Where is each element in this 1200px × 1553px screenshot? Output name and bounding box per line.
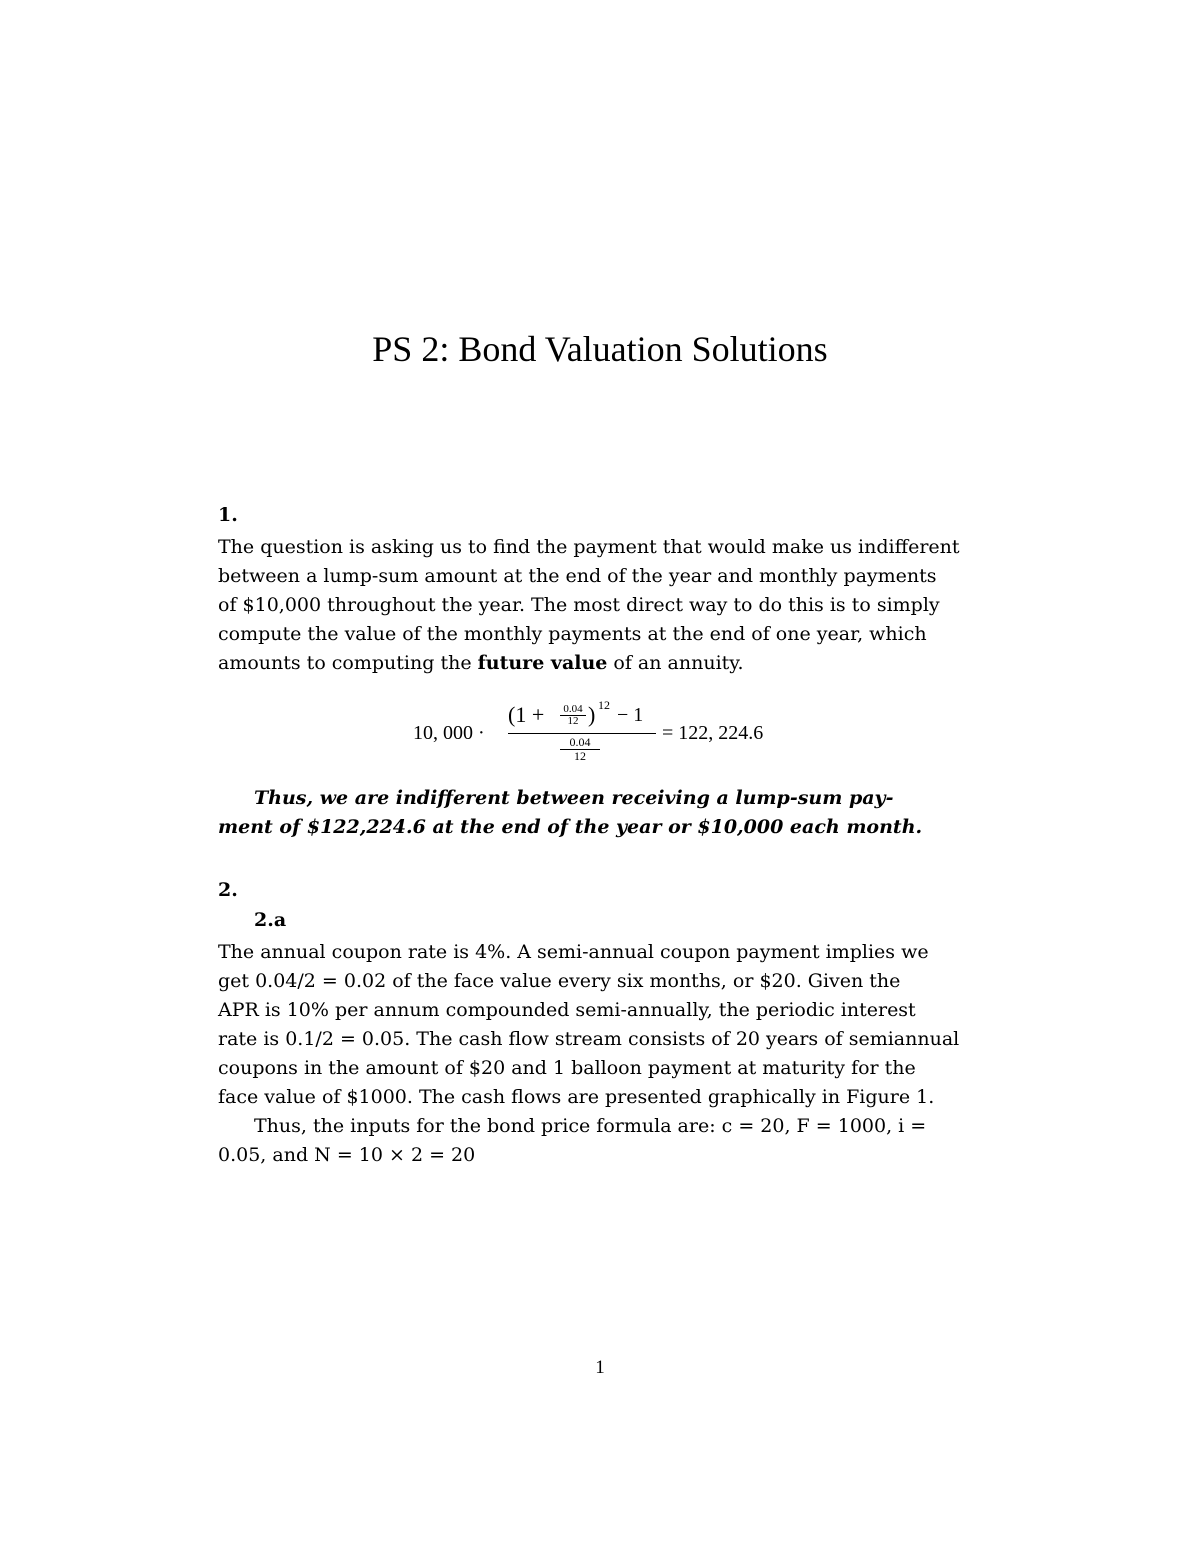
- para-line: compute the value of the monthly payments at the end of one year, which: [218, 623, 927, 645]
- equation-result: = 122, 224.6: [662, 722, 764, 744]
- rate-denominator: 12: [560, 715, 586, 727]
- page-number: 1: [595, 1357, 605, 1378]
- minus-one: − 1: [612, 704, 644, 726]
- equation-left: 10, 000 ·: [413, 722, 485, 744]
- inputs-line: 0.05, and N = 10 × 2 = 20: [218, 1144, 476, 1166]
- fraction-numerator: [508, 700, 656, 730]
- para-line: get 0.04/2 = 0.02 of the face value every six months, or $20. Given the: [218, 970, 901, 992]
- close-paren: ): [588, 702, 596, 727]
- para-line: rate is 0.1/2 = 0.05. The cash flow stream consists of 20 years of semiannual: [218, 1028, 960, 1050]
- future-value-term: future value: [477, 652, 608, 674]
- fraction-denominator: [560, 736, 600, 763]
- den-denominator: 12: [560, 749, 600, 763]
- para-line-last: [218, 649, 980, 678]
- conclusion: [218, 784, 980, 842]
- para-line: coupons in the amount of $20 and 1 balloon payment at maturity for the: [218, 1057, 916, 1079]
- para-line: face value of $1000. The cash flows are presented graphically in Figure 1.: [218, 1086, 935, 1108]
- para-line: APR is 10% per annum compounded semi-annually, the periodic interest: [218, 999, 916, 1021]
- conclusion-line: Thus, we are indifferent between receiving a lump-sum pay-: [254, 787, 894, 809]
- text-run: of an annuity.: [607, 652, 744, 674]
- rate-numerator: 0.04: [563, 703, 583, 715]
- page-title: PS 2: Bond Valuation Solutions: [372, 329, 828, 369]
- annuity-equation: [0, 700, 1200, 770]
- section-2-paragraph: [218, 938, 980, 1170]
- section-1-number: 1.: [218, 504, 238, 526]
- rate-fraction: [560, 704, 586, 727]
- para-line: between a lump-sum amount at the end of the year and monthly payments: [218, 565, 937, 587]
- para-line: The annual coupon rate is 4%. A semi-annual coupon payment implies we: [218, 941, 929, 963]
- para-line: The question is asking us to find the payment that would make us indifferent: [218, 536, 960, 558]
- section-1-paragraph: [218, 533, 980, 678]
- inputs-line: Thus, the inputs for the bond price formula are: c = 20, F = 1000, i =: [254, 1115, 927, 1137]
- den-numerator: 0.04: [569, 735, 591, 749]
- open-paren: (1 +: [508, 702, 545, 727]
- subsection-2a: 2.a: [254, 909, 287, 931]
- exponent: 12: [598, 698, 610, 712]
- conclusion-line: ment of $122,224.6 at the end of the year or $10,000 each month.: [218, 816, 923, 838]
- fraction-bar: [508, 733, 656, 734]
- text-run: amounts to computing the: [218, 652, 478, 674]
- para-line: of $10,000 throughout the year. The most direct way to do this is to simply: [218, 594, 940, 616]
- section-2-number: 2.: [218, 879, 238, 901]
